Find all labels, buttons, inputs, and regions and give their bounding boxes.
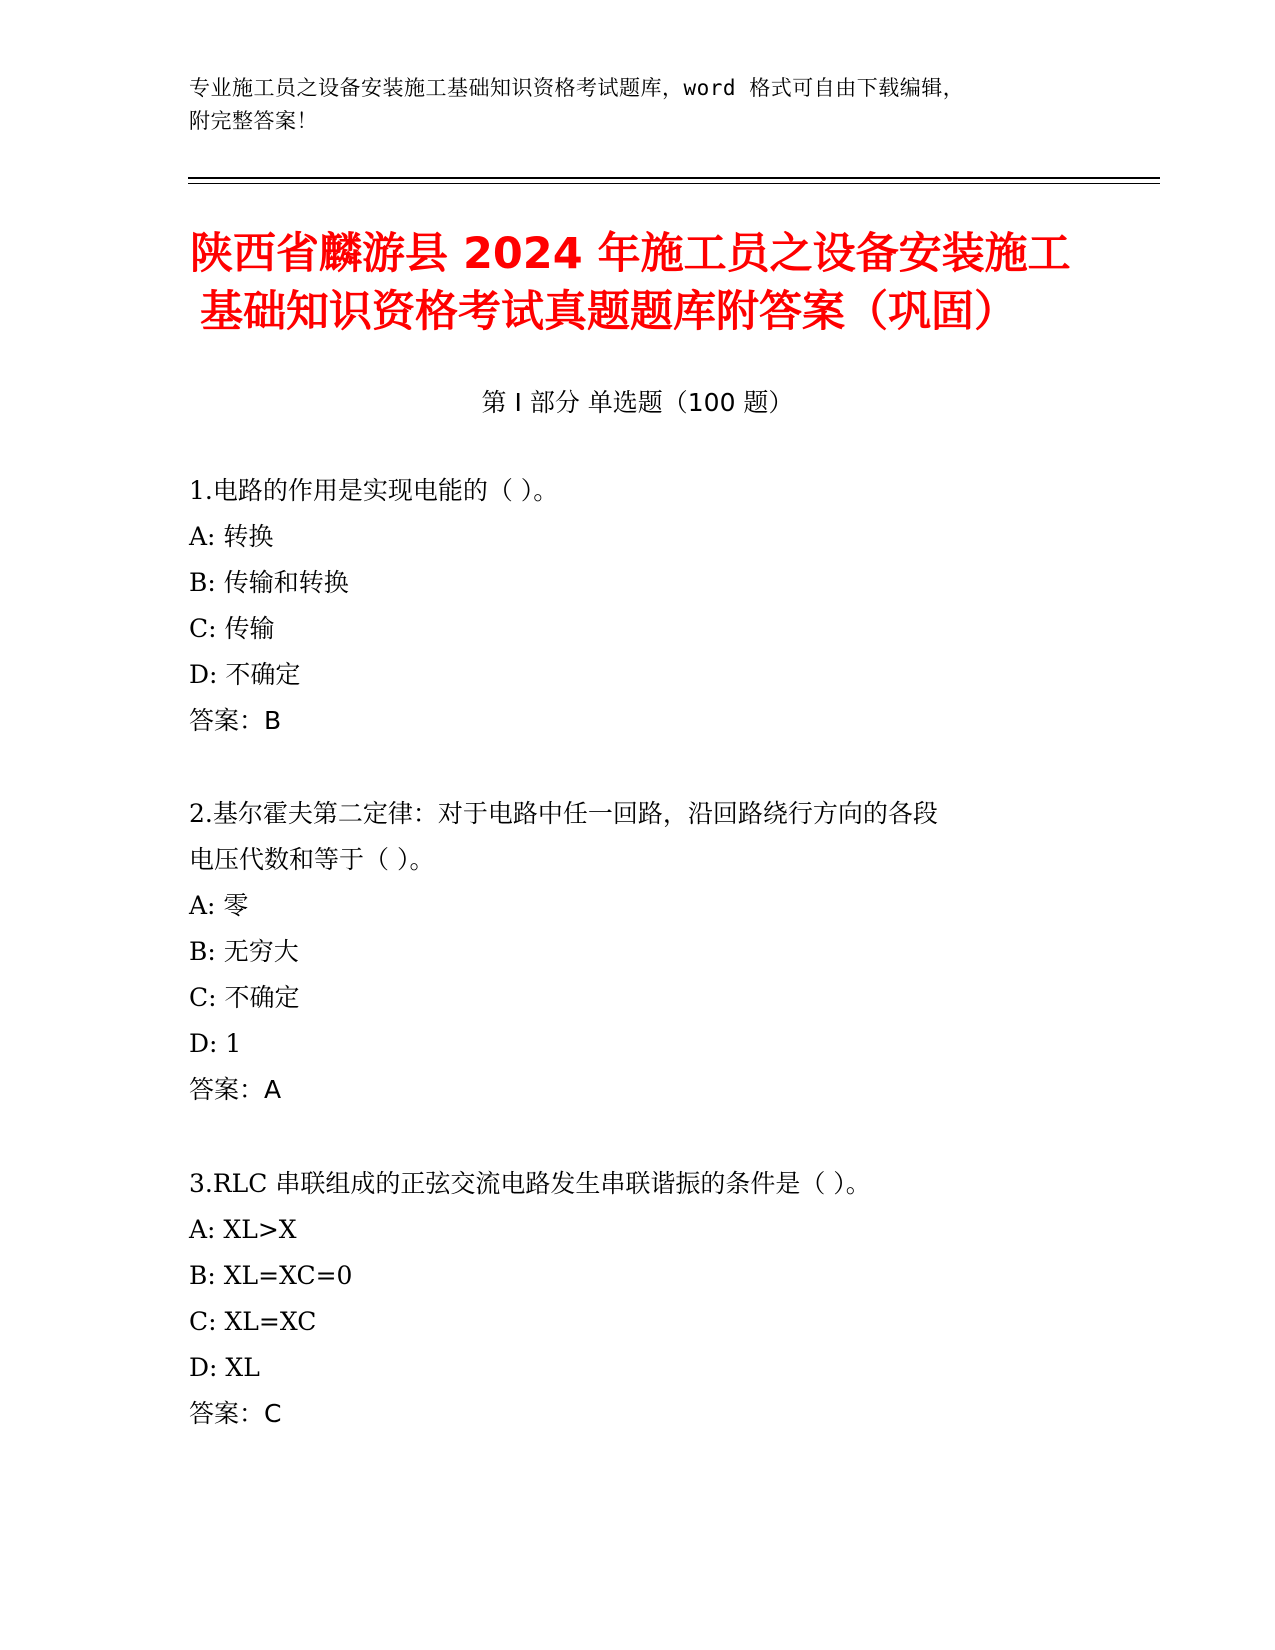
question-1 — [189, 468, 1089, 744]
option-d: D: 1 — [189, 1029, 242, 1058]
option-d: D: XL — [189, 1353, 260, 1382]
document-title — [190, 225, 1150, 341]
option-b: B: 无穷大 — [189, 937, 299, 966]
question-stem-line-1: 2.基尔霍夫第二定律：对于电路中任一回路，沿回路绕行方向的各段 — [189, 799, 938, 828]
question-2 — [189, 791, 1089, 1113]
option-c: C: 不确定 — [189, 983, 300, 1012]
question-stem: 3.RLC 串联组成的正弦交流电路发生串联谐振的条件是（ ）。 — [189, 1169, 871, 1198]
document-title-line-2: 基础知识资格考试真题题库附答案（巩固） — [200, 287, 1017, 337]
option-a: A: XL>X — [189, 1215, 297, 1244]
option-b: B: 传输和转换 — [189, 568, 349, 597]
option-c: C: 传输 — [189, 614, 275, 643]
header-note — [189, 72, 1089, 138]
option-d: D: 不确定 — [189, 660, 301, 689]
header-rule-thick — [188, 177, 1160, 179]
question-3 — [189, 1161, 1089, 1437]
answer-line: 答案：C — [189, 1399, 282, 1428]
header-note-line-2: 附完整答案！ — [189, 109, 318, 133]
option-a: A: 转换 — [189, 522, 274, 551]
header-note-line-1: 专业施工员之设备安装施工基础知识资格考试题库，word 格式可自由下载编辑， — [189, 76, 965, 100]
option-c: C: XL=XC — [189, 1307, 317, 1336]
section-heading: 第 I 部分 单选题（100 题） — [481, 388, 794, 417]
answer-line: 答案：B — [189, 706, 282, 735]
option-b: B: XL=XC=0 — [189, 1261, 353, 1290]
document-title-line-1: 陕西省麟游县 2024 年施工员之设备安装施工 — [190, 229, 1071, 279]
question-stem: 1.电路的作用是实现电能的（ ）。 — [189, 476, 559, 505]
header-rule-thin — [188, 183, 1160, 184]
answer-line: 答案：A — [189, 1075, 282, 1104]
option-a: A: 零 — [189, 891, 249, 920]
question-stem-line-2: 电压代数和等于（ ）。 — [189, 845, 435, 874]
